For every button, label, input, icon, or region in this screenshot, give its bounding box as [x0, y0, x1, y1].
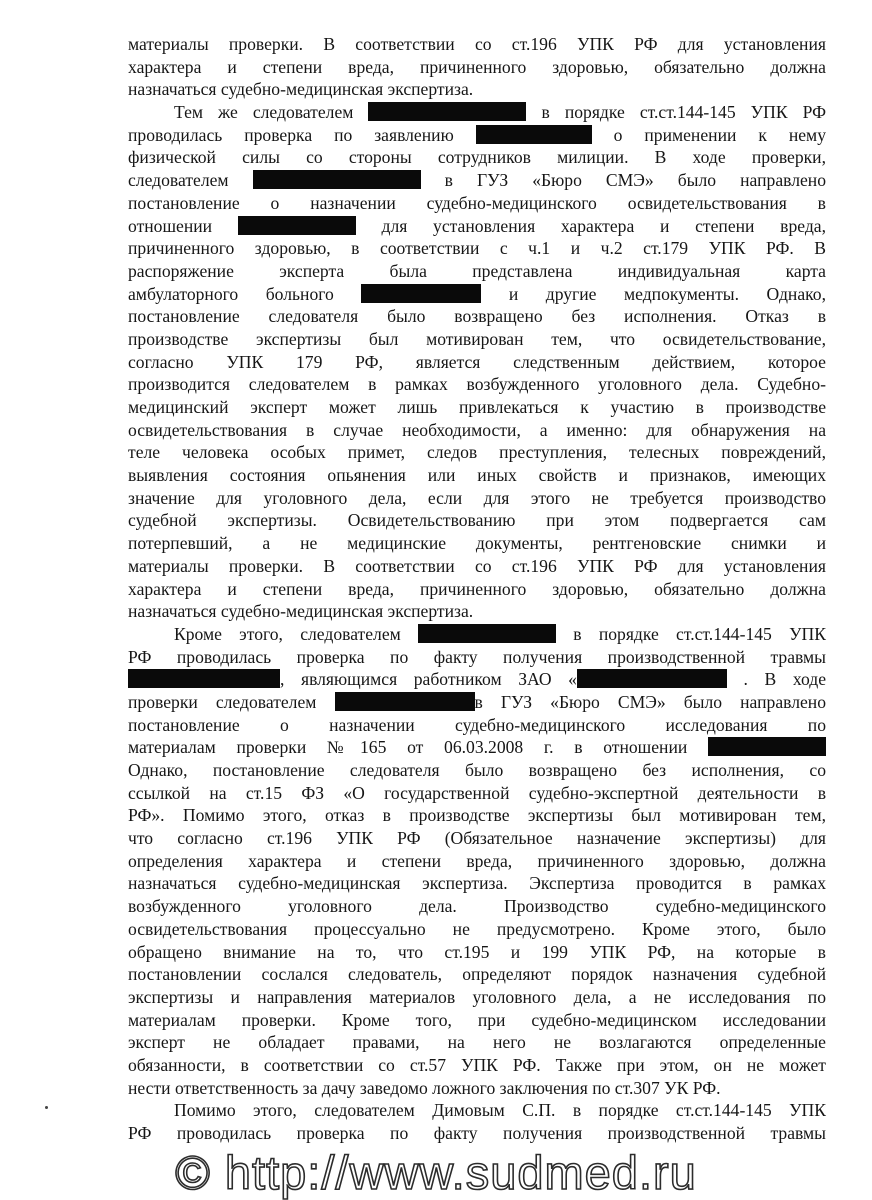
text-segment: в порядке ст.ст.144-145 УПК [573, 623, 826, 644]
text-line: физической силы со стороны сотрудников милиции. В ходе проверки, [128, 147, 826, 168]
redaction-block [253, 170, 421, 189]
text-line: что согласно ст.196 УПК РФ (Обязательное назначение экспертизы) для [128, 828, 826, 849]
text-segment: в ГУЗ «Бюро СМЭ» было направлено [474, 691, 827, 712]
text-segment: . В ходе [743, 669, 826, 690]
text-line: ссылкой на ст.15 ФЗ «О государственной судебно-экспертной деятельности в [128, 782, 826, 803]
text-segment: в ГУЗ «Бюро СМЭ» было направлено [444, 170, 827, 191]
text-line: Однако, постановление следователя было возвращено без исполнения, со [128, 760, 826, 780]
text-line [128, 623, 826, 646]
text-line [128, 668, 826, 691]
redaction-block [476, 125, 592, 144]
text-line: характера и степени вреда, причиненного здоровью, обязательно должна [128, 56, 826, 77]
text-line [128, 169, 826, 192]
text-line: причиненного здоровью, в соответствии с ч.1 и ч.2 ст.179 УПК РФ. В [128, 238, 826, 259]
text-line: постановление о назначении судебно-медицинского освидетельствования в [128, 192, 826, 213]
redaction-block [361, 284, 481, 303]
redaction-block [577, 669, 727, 688]
text-line: постановление следователя было возвращено без исполнения. Отказ в [128, 306, 826, 327]
text-line: характера и степени вреда, причиненного здоровью, обязательно должна [128, 578, 826, 599]
redaction-block [335, 692, 475, 711]
text-line: освидетельствования в случае необходимости, а именно: для обнаружения на [128, 419, 826, 440]
text-line: медицинский эксперт может лишь привлекаться к участию в производстве [128, 397, 826, 417]
text-line [128, 283, 826, 306]
text-line [128, 124, 826, 147]
text-line: назначаться судебно-медицинская экспертиза. [128, 79, 474, 100]
redaction-block [368, 102, 526, 121]
redaction-block [418, 624, 556, 643]
text-segment: амбулаторного больного [128, 283, 334, 304]
text-line: обязанности, в соответствии со ст.57 УПК РФ. Также при этом, он не может [128, 1054, 826, 1075]
text-segment: и другие медпокументы. Однако, [508, 283, 826, 304]
text-line: экспертизы и направления материалов уголовного дела, а не исследования по [128, 986, 826, 1007]
text-line: эксперт не обладает правами, на него не возлагаются определенные [128, 1032, 826, 1053]
scan-speck [45, 1106, 48, 1109]
text-segment: в порядке ст.ст.144-145 УПК РФ [541, 102, 826, 123]
document-body [128, 33, 826, 1145]
text-line: постановление о назначении судебно-медицинского исследования по [128, 714, 826, 735]
redaction-block [128, 669, 280, 688]
text-segment: Тем же следователем [174, 102, 354, 123]
text-line: материалы проверки. В соответствии со ст.196 УПК РФ для установления [128, 34, 826, 54]
text-line: Помимо этого, следователем Димовым С.П. в порядке ст.ст.144-145 УПК [174, 1100, 826, 1121]
text-segment: отношении [128, 215, 213, 236]
text-line: производится следователем в рамках возбужденного уголовного дела. Судебно- [128, 374, 826, 395]
text-segment: материалам проверки №165 от 06.03.2008 г. в отношении [128, 737, 688, 758]
text-segment: проверки следователем [128, 691, 317, 712]
text-line: материалам проверки. Кроме того, при судебно-медицинском исследовании [128, 1009, 826, 1030]
text-line: РФ проводилась проверка по факту получения производственной травмы [128, 1123, 826, 1143]
watermark: © http://www.sudmed.ru [175, 1146, 697, 1199]
text-line: выявления состояния опьянения или иных свойств и признаков, имеющих [128, 465, 826, 486]
text-line [128, 736, 826, 759]
text-segment: проводилась проверка по заявлению [128, 124, 454, 145]
text-line [128, 215, 826, 238]
text-segment: для установления характера и степени вреда, [381, 215, 827, 236]
text-line: назначаться судебно-медицинская экспертиза. Экспертиза проводится в рамках [128, 873, 826, 894]
text-line: определения характера и степени вреда, причиненного здоровью, должна [128, 850, 826, 871]
text-line: назначаться судебно-медицинская экспертиза. [128, 601, 474, 622]
text-line [128, 691, 826, 714]
text-line: значение для уголовного дела, если для этого не требуется производство [128, 487, 826, 508]
text-line: производстве экспертизы был мотивирован тем, что освидетельствование, [128, 328, 826, 349]
text-line: возбужденного уголовного дела. Производство судебно-медицинского [128, 896, 826, 917]
text-line: постановлении сослался следователь, определяют порядок назначения судебной [128, 964, 826, 985]
text-segment: Кроме этого, следователем [174, 623, 401, 644]
redaction-block [708, 737, 826, 756]
text-line: судебной экспертизы. Освидетельствованию при этом подвергается сам [128, 510, 826, 531]
text-line: потерпевший, а не медицинские документы, рентгеновские снимки и [128, 533, 826, 554]
text-segment: о применении к нему [613, 124, 826, 145]
text-segment: следователем [128, 170, 229, 191]
text-line: РФ проводилась проверка по факту получения производственной травмы [128, 646, 826, 667]
text-line: обращено внимание на то, что ст.195 и 199 УПК РФ, на которые в [128, 941, 826, 962]
text-line: освидетельствования процессуально не предусмотрено. Кроме этого, было [128, 918, 826, 939]
text-line: теле человека особых примет, следов преступления, телесных повреждений, [128, 442, 826, 463]
text-line: распоряжение эксперта была представлена индивидуальная карта [128, 260, 826, 281]
text-segment: , являющимся работником ЗАО « [280, 669, 577, 690]
text-line: материалы проверки. В соответствии со ст.196 УПК РФ для установления [128, 555, 826, 576]
text-line: РФ». Помимо этого, отказ в производстве экспертизы был мотивирован тем, [128, 805, 826, 826]
text-line [128, 101, 826, 124]
text-line: нести ответственность за дачу заведомо ложного заключения по ст.307 УК РФ. [128, 1077, 721, 1098]
text-line: согласно УПК 179 РФ, является следственным действием, которое [128, 351, 826, 372]
redaction-block [238, 216, 356, 235]
